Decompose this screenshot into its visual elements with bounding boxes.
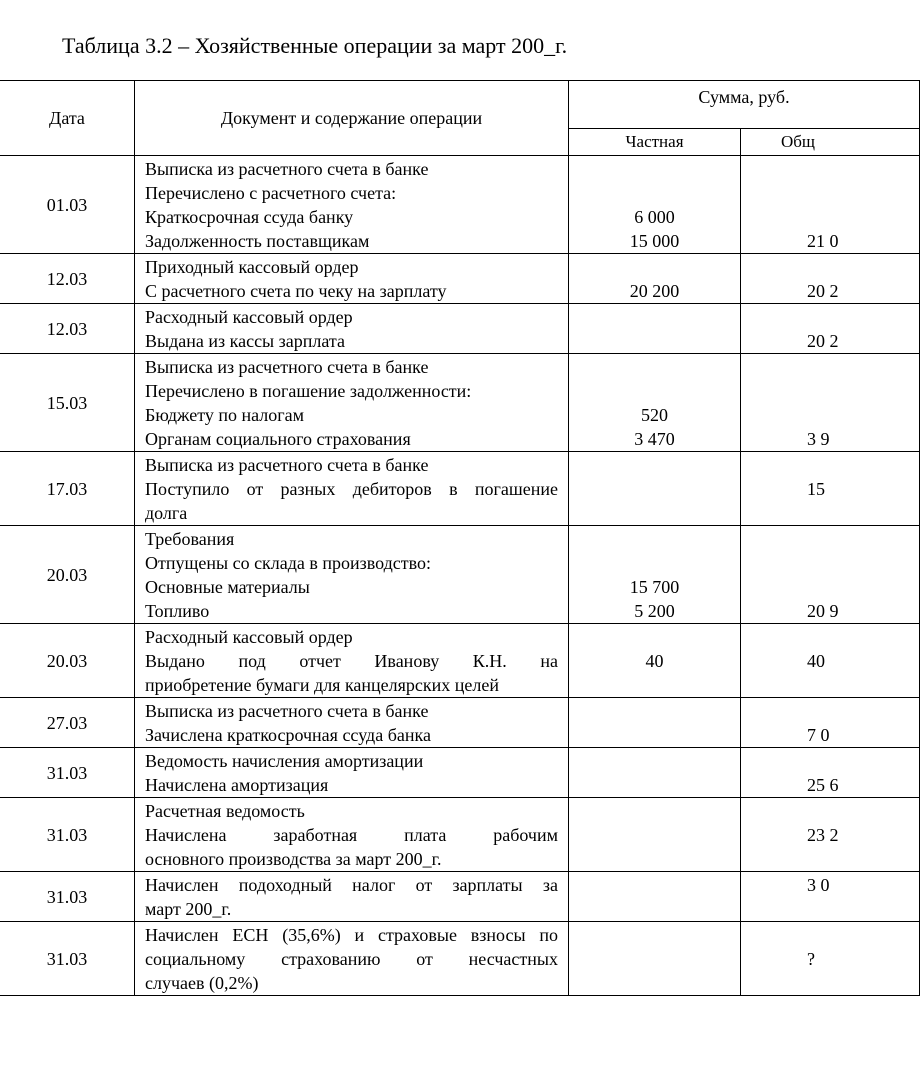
- total-amount: 40: [807, 651, 825, 671]
- partial-amount: [569, 551, 740, 575]
- partial-amount-cell: [569, 526, 741, 624]
- document-cell: [135, 922, 569, 996]
- operation-text-line: Выписка из расчетного счета в банке: [145, 159, 429, 179]
- total-amount-cell: [741, 156, 920, 254]
- date-cell: 01.03: [0, 156, 135, 254]
- total-amount: [807, 355, 919, 379]
- document-cell: [135, 624, 569, 698]
- operation-text-line: социальному страхованию от несчастных: [145, 949, 558, 969]
- partial-amount-cell: [569, 304, 741, 354]
- total-amount-cell: [741, 526, 920, 624]
- partial-amount: [569, 157, 740, 181]
- total-amount: [807, 305, 919, 329]
- document-cell: [135, 698, 569, 748]
- operation-text-line: случаев (0,2%): [145, 973, 259, 993]
- operation-text-line: Отпущены со склада в производство:: [145, 553, 432, 573]
- total-amount-cell: [741, 354, 920, 452]
- date-cell: 31.03: [0, 748, 135, 798]
- partial-amount: [569, 329, 740, 353]
- partial-amount: [569, 897, 740, 921]
- date-cell: 31.03: [0, 922, 135, 996]
- operation-text-line: Выписка из расчетного счета в банке: [145, 357, 429, 377]
- document-cell: [135, 748, 569, 798]
- operation-text-line: Приходный кассовый ордер: [145, 257, 359, 277]
- total-amount: [807, 379, 919, 403]
- partial-amount-cell: [569, 748, 741, 798]
- partial-amount: 5 200: [634, 601, 675, 621]
- operation-text-line: долга: [145, 503, 188, 523]
- partial-amount-cell: [569, 156, 741, 254]
- table-row: [0, 156, 920, 254]
- partial-amount: [569, 181, 740, 205]
- partial-amount: [569, 625, 740, 649]
- partial-amount: [569, 699, 740, 723]
- document-cell: [135, 872, 569, 922]
- total-amount: [807, 453, 919, 477]
- date-cell: 20.03: [0, 624, 135, 698]
- operation-text-line: Задолженность поставщикам: [145, 231, 370, 251]
- table-caption: Таблица 3.2 – Хозяйственные операции за март 200_г.: [62, 33, 568, 58]
- operation-text-line: Начислена заработная плата рабочим: [145, 825, 558, 845]
- partial-amount: [569, 723, 740, 747]
- total-amount: [807, 403, 919, 427]
- total-amount-cell: [741, 254, 920, 304]
- document-cell: [135, 354, 569, 452]
- partial-amount: 520: [641, 405, 668, 425]
- total-amount: 23 2: [807, 825, 839, 845]
- table-body: [0, 156, 920, 996]
- total-amount: [807, 749, 919, 773]
- partial-amount: [569, 305, 740, 329]
- operation-text-line: Выдано под отчет Иванову К.Н. на: [145, 651, 558, 671]
- total-amount: [807, 625, 919, 649]
- operation-text-line: Начислена амортизация: [145, 775, 329, 795]
- operations-table: [0, 80, 920, 996]
- table-row: [0, 304, 920, 354]
- operation-text-line: март 200_г.: [145, 899, 232, 919]
- total-amount: 21 0: [807, 231, 839, 251]
- header-date: Дата: [0, 81, 135, 156]
- operation-text-line: Начислен ЕСН (35,6%) и страховые взносы по: [145, 925, 558, 945]
- date-cell: 27.03: [0, 698, 135, 748]
- partial-amount: [569, 749, 740, 773]
- operation-text-line: С расчетного счета по чеку на зарплату: [145, 281, 447, 301]
- operation-text-line: Перечислено в погашение задолженности:: [145, 381, 472, 401]
- total-amount: 7 0: [807, 725, 830, 745]
- total-amount-cell: [741, 304, 920, 354]
- partial-amount: 6 000: [634, 207, 675, 227]
- header-total: Общ: [741, 129, 920, 156]
- operation-text-line: Расчетная ведомость: [145, 801, 305, 821]
- partial-amount-cell: [569, 452, 741, 526]
- partial-amount: [569, 847, 740, 871]
- partial-amount: 40: [645, 651, 664, 671]
- operation-text-line: Основные материалы: [145, 577, 310, 597]
- header-document: Документ и содержание операции: [135, 81, 569, 156]
- date-cell: 15.03: [0, 354, 135, 452]
- partial-amount: [569, 501, 740, 525]
- total-amount: [807, 501, 919, 525]
- partial-amount: [569, 823, 740, 847]
- total-amount-cell: [741, 748, 920, 798]
- partial-amount: [569, 379, 740, 403]
- partial-amount-cell: [569, 254, 741, 304]
- operation-text-line: Требования: [145, 529, 235, 549]
- total-amount: [807, 923, 919, 947]
- document-cell: [135, 304, 569, 354]
- total-amount: ?: [807, 949, 815, 969]
- total-amount-cell: [741, 698, 920, 748]
- total-amount: [807, 527, 919, 551]
- partial-amount: [569, 527, 740, 551]
- partial-amount-cell: [569, 922, 741, 996]
- document-cell: [135, 798, 569, 872]
- table-row: [0, 798, 920, 872]
- partial-amount-cell: [569, 354, 741, 452]
- total-amount: [807, 575, 919, 599]
- operation-text-line: Ведомость начисления амортизации: [145, 751, 424, 771]
- operation-text-line: Выдана из кассы зарплата: [145, 331, 345, 351]
- partial-amount: [569, 355, 740, 379]
- operation-text-line: Перечислено с расчетного счета:: [145, 183, 397, 203]
- partial-amount: [569, 673, 740, 697]
- partial-amount-cell: [569, 872, 741, 922]
- date-cell: 12.03: [0, 254, 135, 304]
- total-amount: [807, 205, 919, 229]
- total-amount: 15: [807, 479, 825, 499]
- operation-text-line: приобретение бумаги для канцелярских целей: [145, 675, 500, 695]
- operation-text-line: Начислен подоходный налог от зарплаты за: [145, 875, 558, 895]
- table-row: [0, 922, 920, 996]
- partial-amount: [569, 477, 740, 501]
- date-cell: 17.03: [0, 452, 135, 526]
- total-amount-cell: [741, 922, 920, 996]
- operation-text-line: Краткосрочная ссуда банку: [145, 207, 354, 227]
- operation-text-line: основного производства за март 200_г.: [145, 849, 442, 869]
- total-amount-cell: [741, 872, 920, 922]
- operation-text-line: Выписка из расчетного счета в банке: [145, 455, 429, 475]
- operation-text-line: Выписка из расчетного счета в банке: [145, 701, 429, 721]
- operation-text-line: Поступило от разных дебиторов в погашение: [145, 479, 558, 499]
- document-cell: [135, 526, 569, 624]
- header-sum: Сумма, руб.: [569, 81, 920, 129]
- table-row: [0, 526, 920, 624]
- operation-text-line: Топливо: [145, 601, 210, 621]
- date-cell: 31.03: [0, 798, 135, 872]
- operation-text-line: Органам социального страхования: [145, 429, 411, 449]
- table-row: [0, 354, 920, 452]
- table-row: [0, 254, 920, 304]
- date-cell: 12.03: [0, 304, 135, 354]
- total-amount: 20 9: [807, 601, 839, 621]
- date-cell: 31.03: [0, 872, 135, 922]
- table-row: [0, 748, 920, 798]
- total-amount: 20 2: [807, 331, 839, 351]
- partial-amount: [569, 923, 740, 947]
- partial-amount: 3 470: [634, 429, 675, 449]
- total-amount: [807, 799, 919, 823]
- table-row: [0, 452, 920, 526]
- total-amount: [807, 551, 919, 575]
- partial-amount-cell: [569, 698, 741, 748]
- total-amount: 20 2: [807, 281, 839, 301]
- operation-text-line: Расходный кассовый ордер: [145, 627, 353, 647]
- operation-text-line: Бюджету по налогам: [145, 405, 305, 425]
- date-cell: 20.03: [0, 526, 135, 624]
- table-row: [0, 698, 920, 748]
- total-amount: [807, 897, 919, 921]
- total-amount: 3 9: [807, 429, 830, 449]
- partial-amount: [569, 947, 740, 971]
- partial-amount-cell: [569, 624, 741, 698]
- document-cell: [135, 254, 569, 304]
- header-partial: Частная: [569, 129, 741, 156]
- partial-amount: [569, 799, 740, 823]
- total-amount: 3 0: [807, 875, 830, 895]
- total-amount: 25 6: [807, 775, 839, 795]
- total-amount-cell: [741, 452, 920, 526]
- total-amount: [807, 255, 919, 279]
- table-row: [0, 624, 920, 698]
- total-amount: [807, 673, 919, 697]
- partial-amount: [569, 255, 740, 279]
- total-amount-cell: [741, 624, 920, 698]
- partial-amount: [569, 873, 740, 897]
- document-cell: [135, 156, 569, 254]
- partial-amount: [569, 453, 740, 477]
- partial-amount: 20 200: [629, 281, 680, 301]
- total-amount: [807, 157, 919, 181]
- partial-amount: [569, 773, 740, 797]
- total-amount-cell: [741, 798, 920, 872]
- document-cell: [135, 452, 569, 526]
- total-amount: [807, 971, 919, 995]
- total-amount: [807, 847, 919, 871]
- table-row: [0, 872, 920, 922]
- partial-amount: 15 000: [629, 231, 680, 251]
- operation-text-line: Расходный кассовый ордер: [145, 307, 353, 327]
- total-amount: [807, 699, 919, 723]
- partial-amount: 15 700: [629, 577, 680, 597]
- operation-text-line: Зачислена краткосрочная ссуда банка: [145, 725, 431, 745]
- total-amount: [807, 181, 919, 205]
- partial-amount: [569, 971, 740, 995]
- partial-amount-cell: [569, 798, 741, 872]
